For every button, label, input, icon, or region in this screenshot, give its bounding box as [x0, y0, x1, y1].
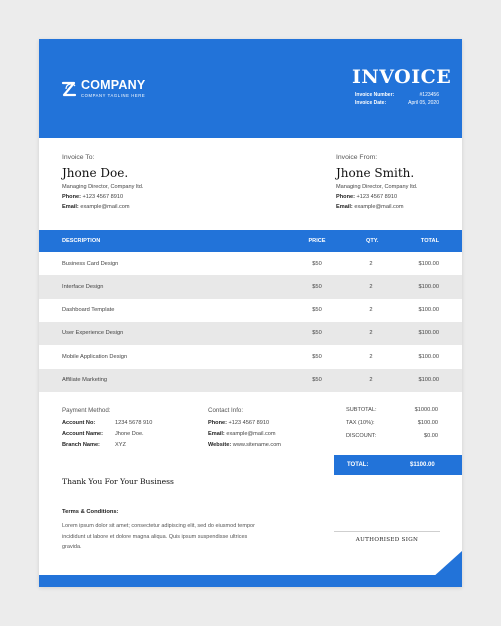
invoice-from-phone-row [336, 194, 417, 200]
signature-line [334, 531, 440, 532]
tax-value: $100.00 [417, 420, 438, 426]
row-qty: 2 [369, 283, 373, 290]
row-price: $50 [312, 353, 322, 360]
invoice-to-email-row [62, 204, 143, 210]
table-row [39, 299, 462, 322]
discount-value: $0.00 [424, 433, 438, 439]
company-tagline: COMPANY TAGLINE HERE [81, 93, 146, 98]
summary-block [346, 407, 438, 446]
invoice-from-email-row [336, 204, 417, 210]
contact-phone: +123 4567 8910 [228, 420, 270, 426]
account-name-label: Account Name: [62, 431, 104, 437]
invoice-to-email-label: Email: [62, 204, 79, 210]
invoice-from-role: Managing Director, Company ltd. [336, 184, 418, 190]
table-row [39, 275, 462, 298]
subtotal-value: $1000.00 [414, 407, 438, 413]
grand-total-value: $1100.00 [410, 462, 435, 468]
invoice-to-label: Invoice To: [62, 154, 95, 161]
invoice-from-name: Jhone Smith. [336, 166, 415, 180]
row-total: $100.00 [418, 307, 439, 314]
row-total: $100.00 [418, 377, 439, 383]
account-name: Jhone Doe. [115, 431, 144, 437]
footer-bar [39, 575, 462, 587]
subtotal-label: SUBTOTAL: [346, 407, 377, 413]
grand-total-bar [334, 455, 462, 475]
contact-email: example@mail.com [226, 431, 276, 437]
row-description: Dashboard Template [62, 307, 115, 314]
invoice-number: #123456 [419, 92, 439, 98]
z-logo-icon [61, 80, 77, 98]
table-row [39, 369, 462, 392]
payment-method-label: Payment Method: [62, 407, 111, 414]
row-price: $50 [312, 377, 322, 383]
row-qty: 2 [369, 307, 373, 314]
account-no: 1234 5678 910 [115, 420, 153, 426]
invoice-to-email: example@mail.com [80, 204, 130, 210]
row-description: Business Card Design [62, 260, 119, 267]
grand-total-label: TOTAL: [347, 462, 369, 468]
row-price: $50 [312, 283, 322, 290]
invoice-from-email: example@mail.com [354, 204, 404, 210]
row-price: $50 [312, 330, 322, 337]
invoice-to-role: Managing Director, Company ltd. [62, 184, 144, 190]
invoice-to-name: Jhone Doe. [62, 166, 129, 180]
invoice-page [39, 39, 462, 587]
contact-info-block [208, 407, 281, 453]
account-no-label: Account No: [62, 420, 96, 426]
invoice-from-phone: +123 4567 8910 [356, 194, 398, 200]
invoice-from-label: Invoice From: [336, 154, 378, 161]
row-total: $100.00 [418, 330, 439, 337]
company-name: COMPANY [81, 78, 146, 92]
invoice-from-email-label: Email: [336, 204, 353, 210]
row-qty: 2 [369, 353, 373, 360]
signature-label: AUTHORISED SIGN [355, 537, 419, 543]
items-table-header [39, 230, 462, 252]
payment-method-block [62, 407, 152, 453]
branch-name: XYZ [115, 442, 126, 448]
row-description: Affiliate Marketing [62, 377, 108, 383]
thank-you-note: Thank You For Your Business [62, 477, 174, 486]
invoice-header [39, 39, 462, 138]
row-description: Mobile Application Design [62, 353, 128, 360]
row-price: $50 [312, 307, 322, 314]
invoice-to-phone-row [62, 194, 143, 200]
contact-website-label: Website: [208, 442, 232, 448]
row-qty: 2 [369, 330, 373, 337]
row-total: $100.00 [418, 283, 439, 290]
tax-label: TAX (10%): [346, 420, 375, 426]
row-qty: 2 [369, 260, 373, 267]
contact-email-label: Email: [208, 431, 225, 437]
invoice-number-label: Invoice Number: [355, 92, 395, 98]
terms-body: Lorem ipsum dolor sit amet; consectetur adipiscing elit, sed do eiusmod tempor incididunt ut labore et dolore magna aliqua. Quis ipsum suspendisse ultrices gravida. [62, 523, 255, 550]
header-total: TOTAL [420, 238, 439, 244]
contact-website: www.sitename.com [232, 442, 281, 448]
discount-label: DISCOUNT: [346, 433, 377, 439]
row-total: $100.00 [418, 353, 439, 360]
header-price: PRICE [308, 238, 326, 244]
terms-title: Terms & Conditions: [62, 509, 119, 515]
row-description: Interface Design [62, 283, 104, 290]
row-total: $100.00 [418, 260, 439, 267]
invoice-date-label: Invoice Date: [355, 100, 387, 106]
invoice-number-row [355, 92, 439, 98]
header-qty: QTY. [366, 238, 379, 244]
table-row [39, 345, 462, 368]
invoice-date: April 05, 2020 [408, 100, 439, 106]
contact-phone-label: Phone: [208, 420, 227, 426]
invoice-to-phone: +123 4567 8910 [82, 194, 124, 200]
invoice-from-phone-label: Phone: [336, 194, 355, 200]
footer-corner-accent [422, 551, 462, 587]
header-description: DESCRIPTION [62, 238, 101, 244]
row-description: User Experience Design [62, 330, 124, 337]
invoice-title: INVOICE [352, 66, 452, 88]
brand-logo [61, 79, 145, 98]
invoice-to-block [62, 154, 143, 210]
contact-info-label: Contact Info: [208, 407, 244, 414]
row-qty: 2 [369, 377, 373, 383]
table-row [39, 322, 462, 345]
row-price: $50 [312, 260, 322, 267]
table-row [39, 252, 462, 275]
branch-name-label: Branch Name: [62, 442, 100, 448]
invoice-to-phone-label: Phone: [62, 194, 81, 200]
invoice-date-row [355, 100, 439, 106]
invoice-from-block [336, 154, 417, 210]
